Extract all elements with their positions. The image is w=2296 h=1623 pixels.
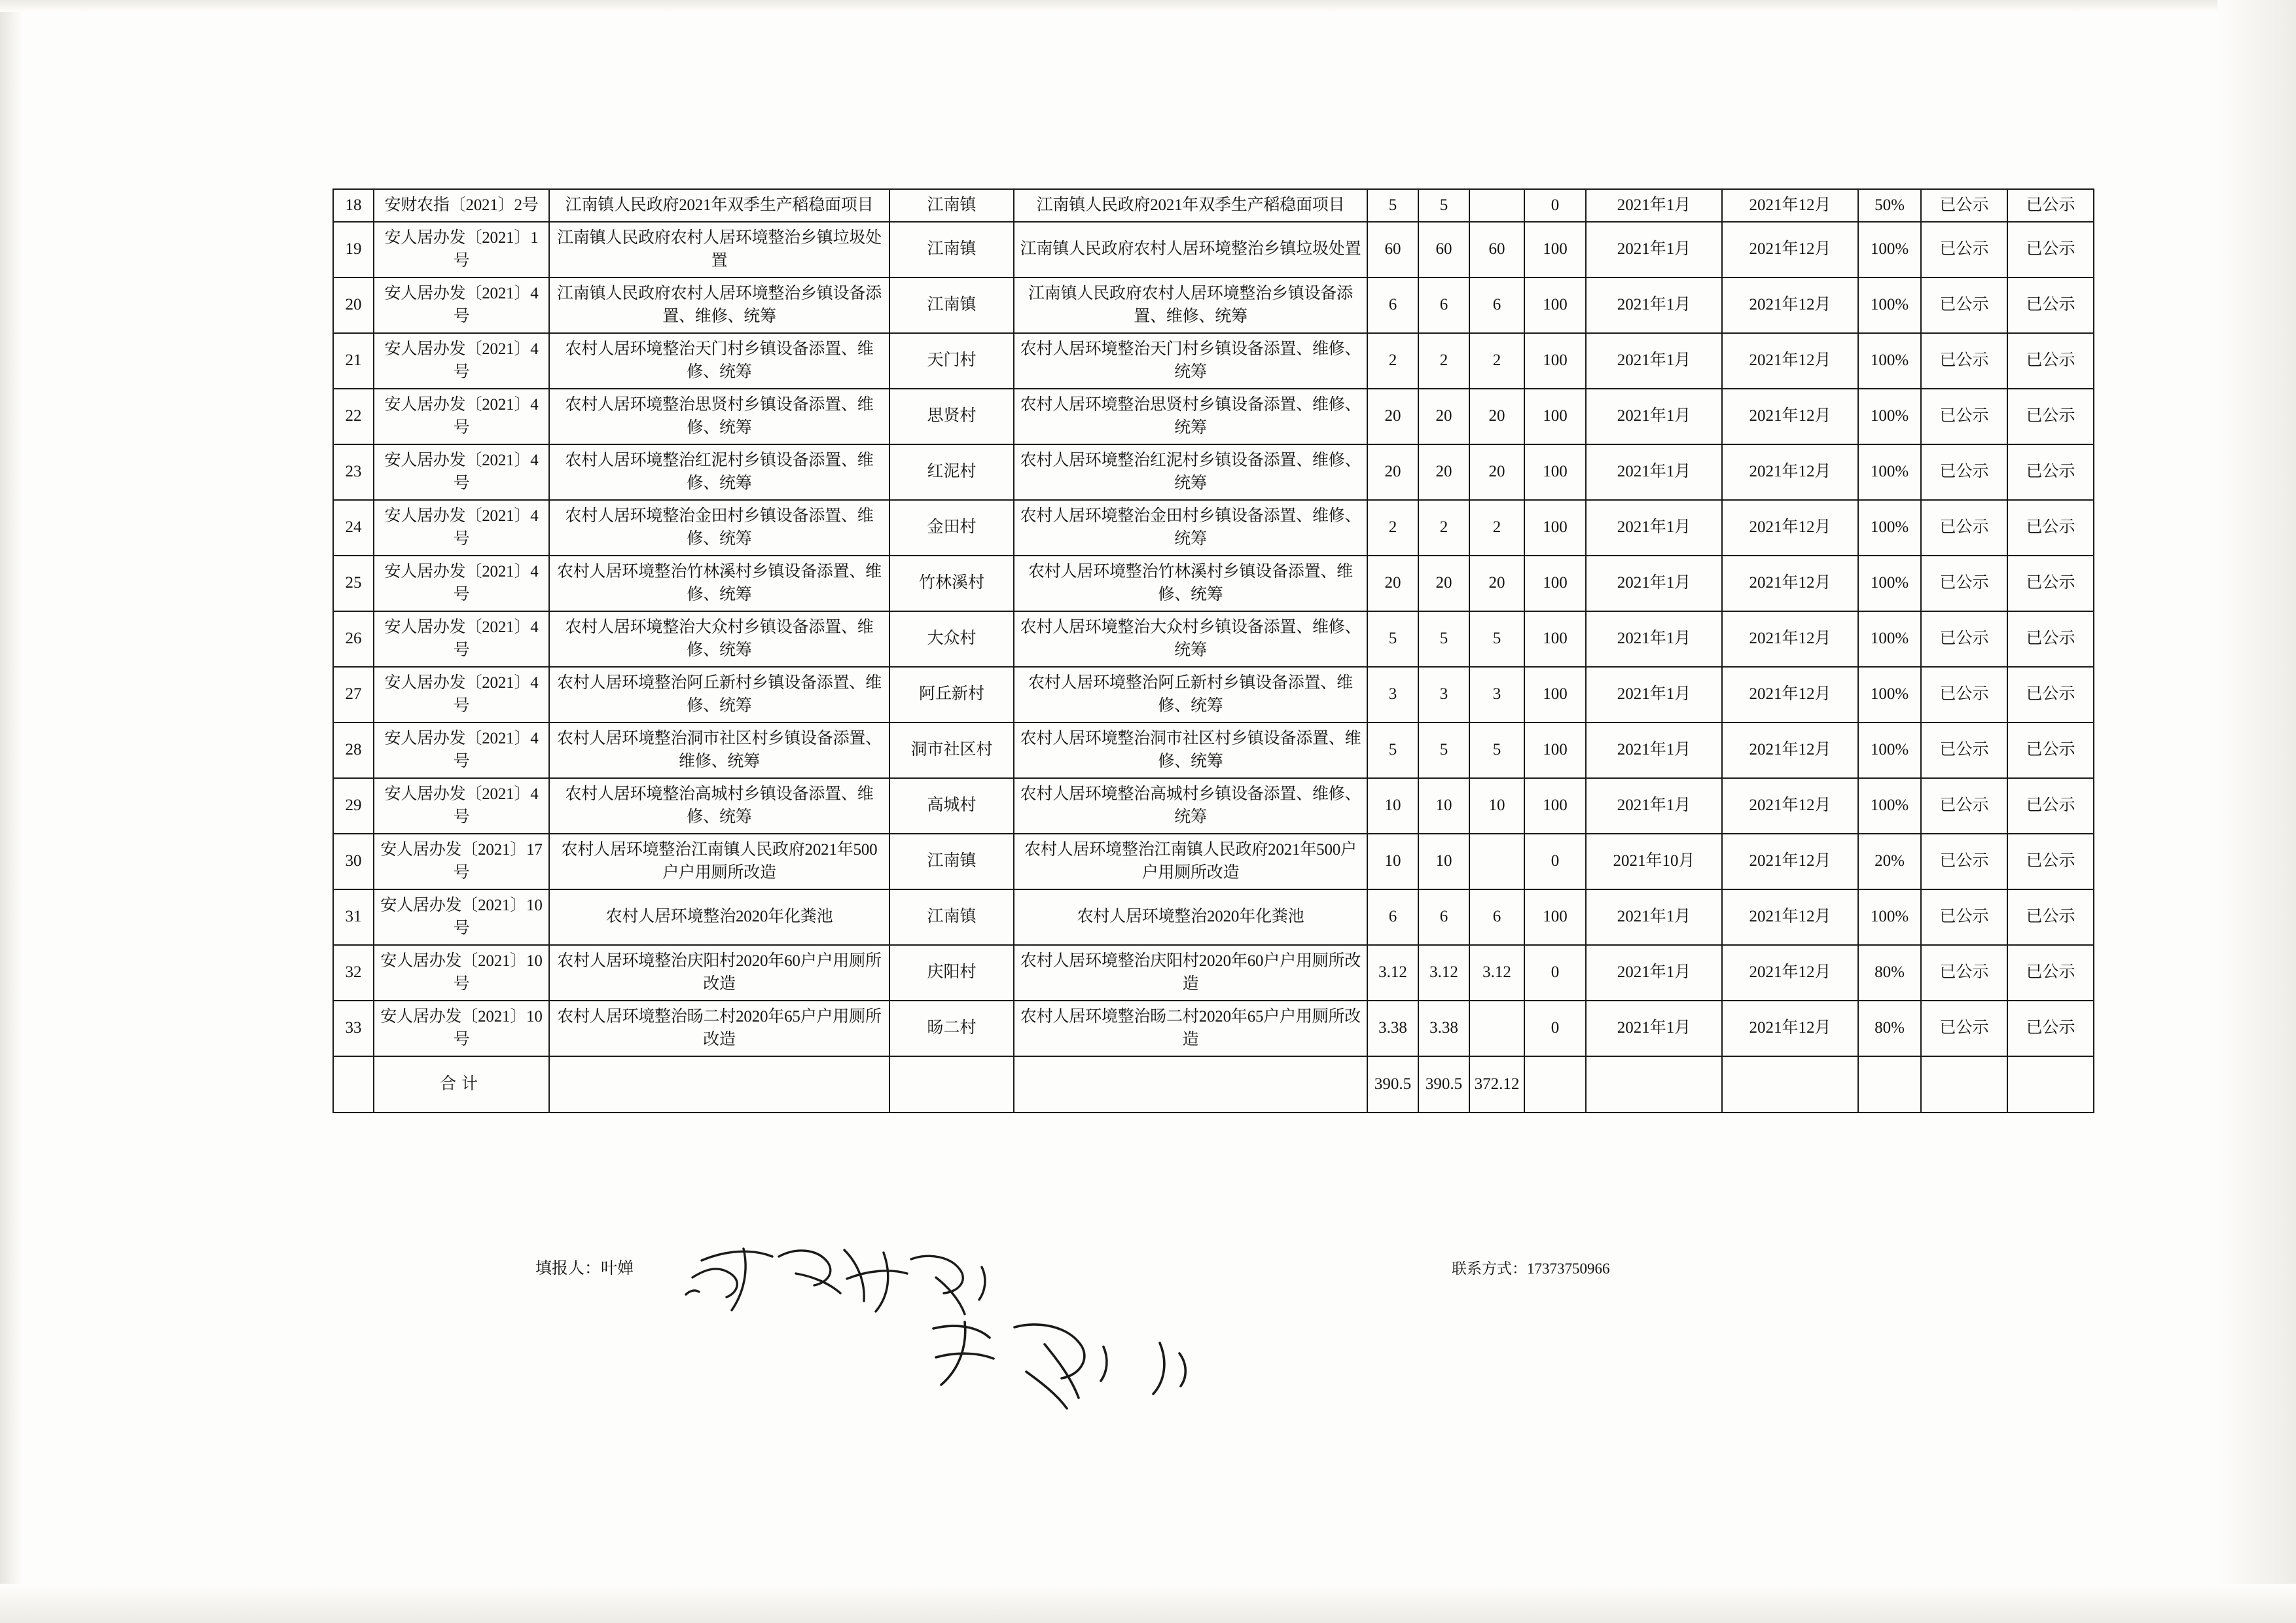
row-completion-ratio: 100: [1524, 667, 1586, 722]
row-doc-number: 安人居办发〔2021〕10号: [374, 889, 549, 945]
row-start-date: 2021年1月: [1586, 189, 1722, 222]
row-publicity-1: 已公示: [1921, 222, 2007, 277]
row-village: 庆阳村: [889, 945, 1014, 1001]
row-total-investment: 5: [1367, 611, 1418, 667]
row-end-date: 2021年12月: [1722, 834, 1858, 889]
row-village: 大众村: [889, 611, 1014, 667]
row-end-date: 2021年12月: [1722, 611, 1858, 667]
row-end-date: 2021年12月: [1722, 277, 1858, 333]
row-completed-investment: [1469, 834, 1524, 889]
row-project-content: 农村人居环境整治高城村乡镇设备添置、维修、统筹: [1014, 778, 1367, 834]
row-end-date: 2021年12月: [1722, 389, 1858, 444]
row-project-content: 农村人居环境整治思贤村乡镇设备添置、维修、统筹: [1014, 389, 1367, 444]
row-progress: 100%: [1858, 722, 1921, 778]
row-start-date: 2021年1月: [1586, 667, 1722, 722]
row-publicity-1: 已公示: [1921, 189, 2007, 222]
total-completed-investment: 372.12: [1469, 1056, 1524, 1113]
row-project-content: 农村人居环境整治天门村乡镇设备添置、维修、统筹: [1014, 333, 1367, 389]
row-total-investment: 2: [1367, 500, 1418, 556]
row-project-name: 江南镇人民政府农村人居环境整治乡镇设备添置、维修、统筹: [549, 277, 889, 333]
row-publicity-2: 已公示: [2007, 277, 2094, 333]
table-row: [333, 189, 2094, 222]
row-annual-investment: 6: [1418, 889, 1469, 945]
row-end-date: 2021年12月: [1722, 556, 1858, 611]
row-completed-investment: 3: [1469, 667, 1524, 722]
row-completion-ratio: 0: [1524, 189, 1586, 222]
table-row: [333, 611, 2094, 667]
row-no: 25: [333, 556, 374, 611]
row-annual-investment: 5: [1418, 722, 1469, 778]
row-progress: 50%: [1858, 189, 1921, 222]
row-no: 30: [333, 834, 374, 889]
row-village: 高城村: [889, 778, 1014, 834]
row-completion-ratio: 100: [1524, 556, 1586, 611]
row-progress: 80%: [1858, 1001, 1921, 1056]
row-completed-investment: 20: [1469, 444, 1524, 500]
row-progress: 100%: [1858, 500, 1921, 556]
row-start-date: 2021年1月: [1586, 222, 1722, 277]
row-publicity-1: 已公示: [1921, 389, 2007, 444]
row-no: 29: [333, 778, 374, 834]
row-village: 洞市社区村: [889, 722, 1014, 778]
row-publicity-1: 已公示: [1921, 444, 2007, 500]
row-end-date: 2021年12月: [1722, 444, 1858, 500]
row-village: 思贤村: [889, 389, 1014, 444]
total-blank-pub1: [1921, 1056, 2007, 1113]
row-total-investment: 5: [1367, 189, 1418, 222]
row-completed-investment: 6: [1469, 277, 1524, 333]
table-row: [333, 389, 2094, 444]
filler-name: 填报人：叶婵: [535, 1260, 634, 1277]
row-village: 江南镇: [889, 889, 1014, 945]
row-project-name: 江南镇人民政府农村人居环境整治乡镇垃圾处置: [549, 222, 889, 277]
form-footer: [332, 1255, 2008, 1294]
total-label: 合计: [374, 1056, 549, 1113]
row-completed-investment: [1469, 1001, 1524, 1056]
table-row: [333, 834, 2094, 889]
row-no: 20: [333, 277, 374, 333]
row-no: 31: [333, 889, 374, 945]
row-publicity-2: 已公示: [2007, 778, 2094, 834]
row-doc-number: 安人居办发〔2021〕4号: [374, 389, 549, 444]
row-project-content: 江南镇人民政府2021年双季生产稻稳面项目: [1014, 189, 1367, 222]
row-doc-number: 安人居办发〔2021〕10号: [374, 945, 549, 1001]
row-start-date: 2021年1月: [1586, 778, 1722, 834]
table-row: [333, 722, 2094, 778]
row-doc-number: 安人居办发〔2021〕4号: [374, 778, 549, 834]
row-project-name: 农村人居环境整治旸二村2020年65户户用厕所改造: [549, 1001, 889, 1056]
row-progress: 100%: [1858, 889, 1921, 945]
scan-edge-top: [0, 0, 2296, 12]
row-village: 金田村: [889, 500, 1014, 556]
row-no: 22: [333, 389, 374, 444]
row-end-date: 2021年12月: [1722, 500, 1858, 556]
row-no: 23: [333, 444, 374, 500]
row-doc-number: 安人居办发〔2021〕1号: [374, 222, 549, 277]
row-project-name: 农村人居环境整治庆阳村2020年60户户用厕所改造: [549, 945, 889, 1001]
table-row: [333, 889, 2094, 945]
row-annual-investment: 3: [1418, 667, 1469, 722]
row-completion-ratio: 100: [1524, 611, 1586, 667]
row-village: 天门村: [889, 333, 1014, 389]
row-progress: 80%: [1858, 945, 1921, 1001]
row-completion-ratio: 100: [1524, 444, 1586, 500]
row-project-content: 农村人居环境整治红泥村乡镇设备添置、维修、统筹: [1014, 444, 1367, 500]
row-completed-investment: 3.12: [1469, 945, 1524, 1001]
total-blank-no: [333, 1056, 374, 1113]
row-publicity-1: 已公示: [1921, 722, 2007, 778]
row-publicity-1: 已公示: [1921, 500, 2007, 556]
row-publicity-2: 已公示: [2007, 667, 2094, 722]
row-start-date: 2021年1月: [1586, 1001, 1722, 1056]
row-completed-investment: 2: [1469, 500, 1524, 556]
row-start-date: 2021年10月: [1586, 834, 1722, 889]
row-start-date: 2021年1月: [1586, 389, 1722, 444]
row-project-content: 江南镇人民政府农村人居环境整治乡镇设备添置、维修、统筹: [1014, 277, 1367, 333]
row-no: 24: [333, 500, 374, 556]
row-publicity-2: 已公示: [2007, 333, 2094, 389]
row-village: 竹林溪村: [889, 556, 1014, 611]
row-total-investment: 3: [1367, 667, 1418, 722]
row-completion-ratio: 0: [1524, 1001, 1586, 1056]
row-project-content: 农村人居环境整治洞市社区村乡镇设备添置、维修、统筹: [1014, 722, 1367, 778]
row-no: 33: [333, 1001, 374, 1056]
row-annual-investment: 5: [1418, 189, 1469, 222]
row-completion-ratio: 100: [1524, 333, 1586, 389]
table-row: [333, 1001, 2094, 1056]
row-project-content: 农村人居环境整治金田村乡镇设备添置、维修、统筹: [1014, 500, 1367, 556]
project-table: [332, 188, 2094, 1113]
row-publicity-2: 已公示: [2007, 189, 2094, 222]
row-completed-investment: 5: [1469, 611, 1524, 667]
row-project-name: 农村人居环境整治竹林溪村乡镇设备添置、维修、统筹: [549, 556, 889, 611]
row-doc-number: 安人居办发〔2021〕4号: [374, 500, 549, 556]
row-doc-number: 安人居办发〔2021〕10号: [374, 1001, 549, 1056]
row-no: 28: [333, 722, 374, 778]
row-end-date: 2021年12月: [1722, 778, 1858, 834]
row-start-date: 2021年1月: [1586, 556, 1722, 611]
row-progress: 100%: [1858, 556, 1921, 611]
row-annual-investment: 5: [1418, 611, 1469, 667]
row-total-investment: 20: [1367, 556, 1418, 611]
scan-edge-right: [2217, 0, 2296, 1623]
total-blank-start: [1586, 1056, 1722, 1113]
row-progress: 20%: [1858, 834, 1921, 889]
row-progress: 100%: [1858, 333, 1921, 389]
row-annual-investment: 10: [1418, 834, 1469, 889]
row-doc-number: 安财农指〔2021〕2号: [374, 189, 549, 222]
row-project-name: 农村人居环境整治高城村乡镇设备添置、维修、统筹: [549, 778, 889, 834]
row-completed-investment: 10: [1469, 778, 1524, 834]
row-project-name: 农村人居环境整治金田村乡镇设备添置、维修、统筹: [549, 500, 889, 556]
row-end-date: 2021年12月: [1722, 722, 1858, 778]
row-publicity-2: 已公示: [2007, 500, 2094, 556]
row-project-name: 农村人居环境整治天门村乡镇设备添置、维修、统筹: [549, 333, 889, 389]
table-row: [333, 222, 2094, 277]
total-blank-village: [889, 1056, 1014, 1113]
scan-edge-bottom: [0, 1584, 2296, 1623]
row-progress: 100%: [1858, 277, 1921, 333]
row-publicity-1: 已公示: [1921, 277, 2007, 333]
table-row: [333, 778, 2094, 834]
row-publicity-1: 已公示: [1921, 834, 2007, 889]
row-annual-investment: 60: [1418, 222, 1469, 277]
row-publicity-1: 已公示: [1921, 333, 2007, 389]
row-total-investment: 3.38: [1367, 1001, 1418, 1056]
row-total-investment: 5: [1367, 722, 1418, 778]
total-blank-ratio: [1524, 1056, 1586, 1113]
row-start-date: 2021年1月: [1586, 889, 1722, 945]
row-progress: 100%: [1858, 667, 1921, 722]
handwritten-signature-2: [916, 1309, 1283, 1427]
row-doc-number: 安人居办发〔2021〕4号: [374, 722, 549, 778]
row-completion-ratio: 100: [1524, 889, 1586, 945]
row-progress: 100%: [1858, 778, 1921, 834]
row-publicity-2: 已公示: [2007, 834, 2094, 889]
row-completion-ratio: 0: [1524, 834, 1586, 889]
table-row: [333, 500, 2094, 556]
row-publicity-2: 已公示: [2007, 389, 2094, 444]
table-row: [333, 667, 2094, 722]
row-publicity-1: 已公示: [1921, 667, 2007, 722]
total-blank-content: [1014, 1056, 1367, 1113]
row-annual-investment: 2: [1418, 333, 1469, 389]
row-project-content: 农村人居环境整治2020年化粪池: [1014, 889, 1367, 945]
row-project-content: 农村人居环境整治大众村乡镇设备添置、维修、统筹: [1014, 611, 1367, 667]
table-row: [333, 444, 2094, 500]
row-total-investment: 60: [1367, 222, 1418, 277]
row-project-name: 农村人居环境整治大众村乡镇设备添置、维修、统筹: [549, 611, 889, 667]
row-completed-investment: 5: [1469, 722, 1524, 778]
row-start-date: 2021年1月: [1586, 611, 1722, 667]
row-end-date: 2021年12月: [1722, 333, 1858, 389]
row-project-content: 农村人居环境整治庆阳村2020年60户户用厕所改造: [1014, 945, 1367, 1001]
row-publicity-1: 已公示: [1921, 889, 2007, 945]
row-village: 旸二村: [889, 1001, 1014, 1056]
row-start-date: 2021年1月: [1586, 333, 1722, 389]
row-completion-ratio: 100: [1524, 722, 1586, 778]
row-completed-investment: 60: [1469, 222, 1524, 277]
row-doc-number: 安人居办发〔2021〕4号: [374, 277, 549, 333]
row-publicity-2: 已公示: [2007, 722, 2094, 778]
row-annual-investment: 3.38: [1418, 1001, 1469, 1056]
row-project-name: 农村人居环境整治思贤村乡镇设备添置、维修、统筹: [549, 389, 889, 444]
row-annual-investment: 2: [1418, 500, 1469, 556]
row-start-date: 2021年1月: [1586, 945, 1722, 1001]
row-village: 红泥村: [889, 444, 1014, 500]
row-publicity-2: 已公示: [2007, 1001, 2094, 1056]
row-publicity-2: 已公示: [2007, 222, 2094, 277]
row-total-investment: 20: [1367, 389, 1418, 444]
table-row: [333, 945, 2094, 1001]
row-total-investment: 3.12: [1367, 945, 1418, 1001]
row-total-investment: 10: [1367, 834, 1418, 889]
scan-edge-left: [0, 0, 22, 1623]
row-project-content: 农村人居环境整治旸二村2020年65户户用厕所改造: [1014, 1001, 1367, 1056]
table-total-row: [333, 1056, 2094, 1113]
row-completion-ratio: 100: [1524, 389, 1586, 444]
row-no: 19: [333, 222, 374, 277]
total-investment: 390.5: [1367, 1056, 1418, 1113]
row-end-date: 2021年12月: [1722, 889, 1858, 945]
row-completion-ratio: 100: [1524, 778, 1586, 834]
row-start-date: 2021年1月: [1586, 500, 1722, 556]
row-no: 27: [333, 667, 374, 722]
row-publicity-1: 已公示: [1921, 778, 2007, 834]
total-blank-progress: [1858, 1056, 1921, 1113]
row-end-date: 2021年12月: [1722, 1001, 1858, 1056]
row-progress: 100%: [1858, 389, 1921, 444]
row-total-investment: 20: [1367, 444, 1418, 500]
row-publicity-1: 已公示: [1921, 1001, 2007, 1056]
row-village: 江南镇: [889, 834, 1014, 889]
row-start-date: 2021年1月: [1586, 277, 1722, 333]
row-annual-investment: 3.12: [1418, 945, 1469, 1001]
row-start-date: 2021年1月: [1586, 722, 1722, 778]
row-completion-ratio: 100: [1524, 277, 1586, 333]
row-total-investment: 2: [1367, 333, 1418, 389]
row-village: 江南镇: [889, 277, 1014, 333]
contact-info: 联系方式：17373750966: [1452, 1260, 1610, 1277]
row-project-content: 江南镇人民政府农村人居环境整治乡镇垃圾处置: [1014, 222, 1367, 277]
row-project-content: 农村人居环境整治竹林溪村乡镇设备添置、维修、统筹: [1014, 556, 1367, 611]
row-annual-investment: 6: [1418, 277, 1469, 333]
row-project-content: 农村人居环境整治阿丘新村乡镇设备添置、维修、统筹: [1014, 667, 1367, 722]
table-row: [333, 277, 2094, 333]
row-completed-investment: [1469, 189, 1524, 222]
row-village: 阿丘新村: [889, 667, 1014, 722]
row-start-date: 2021年1月: [1586, 444, 1722, 500]
row-project-name: 农村人居环境整治洞市社区村乡镇设备添置、维修、统筹: [549, 722, 889, 778]
row-project-name: 农村人居环境整治2020年化粪池: [549, 889, 889, 945]
row-village: 江南镇: [889, 189, 1014, 222]
row-end-date: 2021年12月: [1722, 667, 1858, 722]
row-completion-ratio: 100: [1524, 500, 1586, 556]
row-progress: 100%: [1858, 611, 1921, 667]
row-doc-number: 安人居办发〔2021〕4号: [374, 333, 549, 389]
total-blank-name: [549, 1056, 889, 1113]
row-end-date: 2021年12月: [1722, 222, 1858, 277]
row-publicity-1: 已公示: [1921, 556, 2007, 611]
row-completion-ratio: 100: [1524, 222, 1586, 277]
row-publicity-2: 已公示: [2007, 945, 2094, 1001]
row-project-content: 农村人居环境整治江南镇人民政府2021年500户户用厕所改造: [1014, 834, 1367, 889]
row-no: 21: [333, 333, 374, 389]
row-village: 江南镇: [889, 222, 1014, 277]
row-doc-number: 安人居办发〔2021〕4号: [374, 667, 549, 722]
row-doc-number: 安人居办发〔2021〕4号: [374, 556, 549, 611]
row-publicity-1: 已公示: [1921, 945, 2007, 1001]
row-total-investment: 6: [1367, 889, 1418, 945]
row-publicity-1: 已公示: [1921, 611, 2007, 667]
row-progress: 100%: [1858, 222, 1921, 277]
row-end-date: 2021年12月: [1722, 945, 1858, 1001]
row-project-name: 农村人居环境整治红泥村乡镇设备添置、维修、统筹: [549, 444, 889, 500]
row-publicity-2: 已公示: [2007, 444, 2094, 500]
row-project-name: 农村人居环境整治江南镇人民政府2021年500户户用厕所改造: [549, 834, 889, 889]
row-total-investment: 10: [1367, 778, 1418, 834]
row-annual-investment: 20: [1418, 444, 1469, 500]
row-annual-investment: 20: [1418, 389, 1469, 444]
row-doc-number: 安人居办发〔2021〕4号: [374, 611, 549, 667]
row-no: 32: [333, 945, 374, 1001]
row-completed-investment: 6: [1469, 889, 1524, 945]
row-progress: 100%: [1858, 444, 1921, 500]
row-doc-number: 安人居办发〔2021〕4号: [374, 444, 549, 500]
row-completed-investment: 2: [1469, 333, 1524, 389]
table-row: [333, 556, 2094, 611]
row-end-date: 2021年12月: [1722, 189, 1858, 222]
total-blank-end: [1722, 1056, 1858, 1113]
total-blank-pub2: [2007, 1056, 2094, 1113]
row-project-name: 江南镇人民政府2021年双季生产稻稳面项目: [549, 189, 889, 222]
row-project-name: 农村人居环境整治阿丘新村乡镇设备添置、维修、统筹: [549, 667, 889, 722]
table-row: [333, 333, 2094, 389]
row-total-investment: 6: [1367, 277, 1418, 333]
row-completed-investment: 20: [1469, 556, 1524, 611]
row-publicity-2: 已公示: [2007, 889, 2094, 945]
row-doc-number: 安人居办发〔2021〕17号: [374, 834, 549, 889]
row-completed-investment: 20: [1469, 389, 1524, 444]
row-publicity-2: 已公示: [2007, 556, 2094, 611]
project-table-container: [332, 188, 2075, 1113]
row-completion-ratio: 0: [1524, 945, 1586, 1001]
row-annual-investment: 20: [1418, 556, 1469, 611]
row-no: 26: [333, 611, 374, 667]
row-no: 18: [333, 189, 374, 222]
total-annual-investment: 390.5: [1418, 1056, 1469, 1113]
row-publicity-2: 已公示: [2007, 611, 2094, 667]
row-annual-investment: 10: [1418, 778, 1469, 834]
